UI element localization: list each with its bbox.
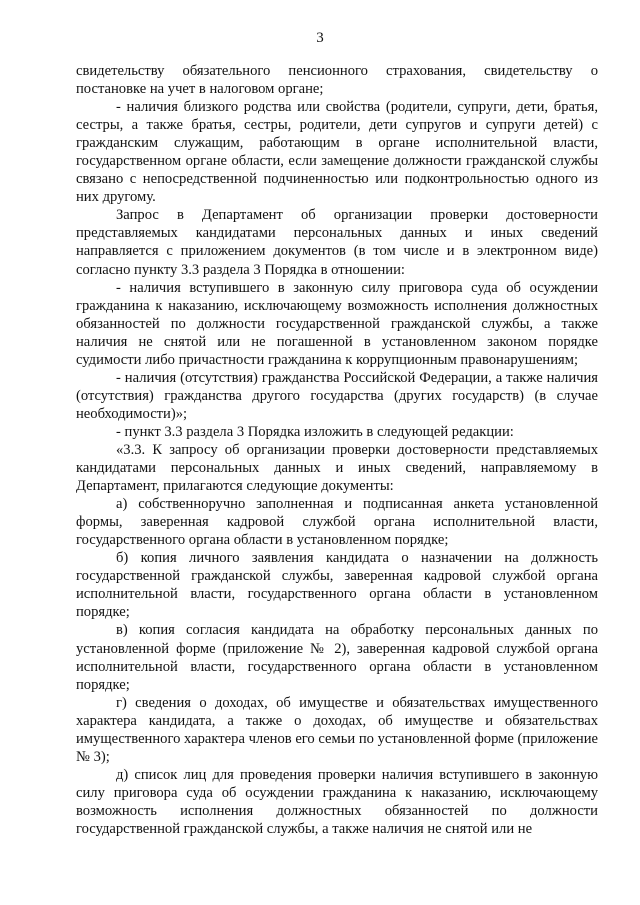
paragraph-continuation: свидетельству обязательного пенсионного страхования, свидетельству о постановке на учет в налоговом органе; bbox=[76, 63, 598, 98]
paragraph-citizenship-clause: - наличия (отсутствия) гражданства Российской Федерации, а также наличия (отсутствия) гражданства другого государства (других государств) (в случае необходимости)»; bbox=[76, 369, 598, 422]
paragraph-amendment-3-3: - пункт 3.3 раздела 3 Порядка изложить в следующей редакции: bbox=[116, 423, 514, 440]
paragraph-conviction-clause: - наличия вступившего в законную силу приговора суда об осуждении гражданина к наказанию, исключающему возможность исполнения должностных обязанностей по должности государственной гражданской службы, а также наличия не снятой или не погашенной в установленном законом порядке судимости либо причастности гражданина к коррупционным правонарушениям; bbox=[76, 279, 598, 368]
paragraph-section-3-3: «3.3. К запросу об организации проверки достоверности представляемых кандидатами персональных данных и иных сведений, направляемому в Департамент, прилагаются следующие документы: bbox=[76, 441, 598, 495]
paragraph-item-d: д) список лиц для проведения проверки наличия вступившего в законную силу приговора суда об осуждении гражданина к наказанию, исключающему возможность исполнения должностных обязанностей по должности государственной гражданской службы, а также наличия не снятой или не bbox=[76, 766, 598, 837]
paragraph-item-a: а) собственноручно заполненная и подписанная анкета установленной формы, заверенная кадровой службой органа исполнительной власти, государственного органа области в установленном порядке; bbox=[76, 496, 598, 549]
paragraph-item-v: в) копия согласия кандидата на обработку персональных данных по установленной форме (приложение № 2), заверенная кадровой службой органа исполнительной власти, государственного органа области в установленном порядке; bbox=[76, 622, 598, 693]
page-number: 3 bbox=[316, 30, 324, 46]
paragraph-kinship-clause: - наличия близкого родства или свойства (родители, супруги, дети, братья, сестры, а также братья, сестры, родители, дети супругов и супруги детей) с гражданским служащим, работающим в органе исполнительной власти, государственном органе области, если замещение должности гражданской службы связано с непосредственной подчиненностью или подконтрольностью одного из них другому. bbox=[76, 99, 598, 206]
paragraph-request-to-department: Запрос в Департамент об организации проверки достоверности представляемых кандидатами персональных данных и иных сведений направляется с приложением документов (в том числе и в электронном виде) согласно пункту 3.3 раздела 3 Порядка в отношении: bbox=[76, 207, 598, 278]
paragraph-item-g: г) сведения о доходах, об имуществе и обязательствах имущественного характера кандидата, а также о доходах, об имуществе и обязательствах имущественного характера членов его семьи по установленной форме (приложение № 3); bbox=[76, 694, 598, 765]
document-body bbox=[76, 62, 598, 838]
paragraph-item-b: б) копия личного заявления кандидата о назначении на должность государственной гражданской службы, заверенная кадровой службой органа исполнительной власти, государственного органа области в установленном порядке; bbox=[76, 550, 598, 621]
